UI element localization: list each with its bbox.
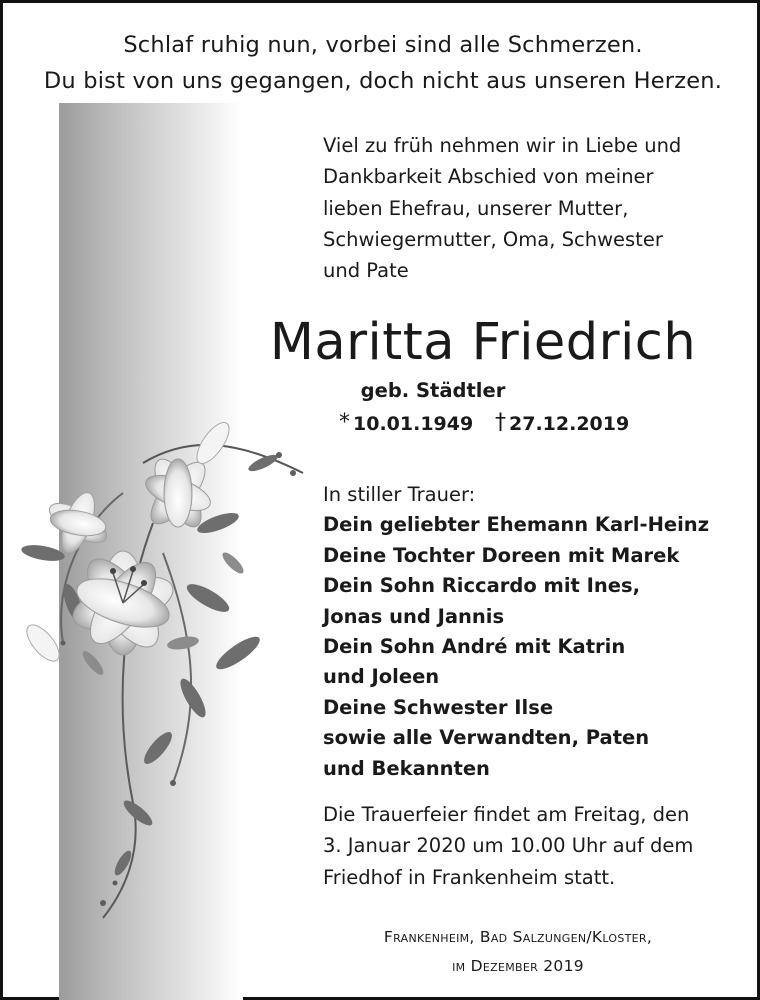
- intro-line: Dankbarkeit Abschied von meiner: [323, 165, 654, 189]
- mourner-line: Dein geliebter Ehemann Karl-Heinz: [323, 513, 710, 537]
- date-line: im Dezember 2019: [452, 957, 584, 975]
- mourner-line: Jonas und Jannis: [323, 604, 505, 628]
- mourners-heading: In stiller Trauer:: [323, 483, 476, 506]
- mourners-list: [323, 480, 753, 784]
- birth-date: 10.01.1949: [353, 413, 474, 435]
- mourner-line: Dein Sohn Riccardo mit Ines,: [323, 574, 640, 598]
- place-line: Frankenheim, Bad Salzungen/Kloster,: [383, 928, 653, 946]
- service-line: 3. Januar 2020 um 10.00 Uhr auf dem: [323, 834, 694, 858]
- service-line: Die Trauerfeier findet am Freitag, den: [323, 803, 690, 826]
- birth-star-icon: *: [339, 410, 350, 435]
- intro-line: und Pate: [323, 259, 409, 283]
- intro-text: [323, 130, 753, 286]
- service-line: Friedhof in Frankenheim statt.: [323, 865, 616, 889]
- death-date: 27.12.2019: [509, 413, 630, 435]
- mourner-line: sowie alle Verwandten, Paten: [323, 726, 650, 750]
- flower-bouquet-image: [3, 403, 333, 923]
- mourner-line: Deine Schwester Ilse: [323, 695, 554, 719]
- deceased-name: Maritta Friedrich: [269, 313, 697, 372]
- verse: [3, 27, 760, 99]
- intro-line: Schwiegermutter, Oma, Schwester: [323, 227, 663, 251]
- death-cross-icon: †: [495, 410, 506, 435]
- funeral-service-info: [323, 799, 753, 893]
- mourner-line: Dein Sohn André mit Katrin: [323, 635, 626, 659]
- verse-line-2: Du bist von uns gegangen, doch nicht aus unseren Herzen.: [43, 68, 723, 94]
- intro-line: lieben Ehefrau, unserer Mutter,: [323, 196, 629, 220]
- verse-line-1: Schlaf ruhig nun, vorbei sind alle Schmerzen.: [123, 32, 643, 58]
- place-and-date: [303, 923, 733, 981]
- mourner-line: und Joleen: [323, 665, 440, 689]
- life-dates: [3, 410, 760, 442]
- birth-name: geb. Städtler: [360, 379, 506, 402]
- mourner-line: Deine Tochter Doreen mit Marek: [323, 543, 680, 567]
- intro-line: Viel zu früh nehmen wir in Liebe und: [323, 134, 682, 157]
- mourner-line: und Bekannten: [323, 756, 490, 780]
